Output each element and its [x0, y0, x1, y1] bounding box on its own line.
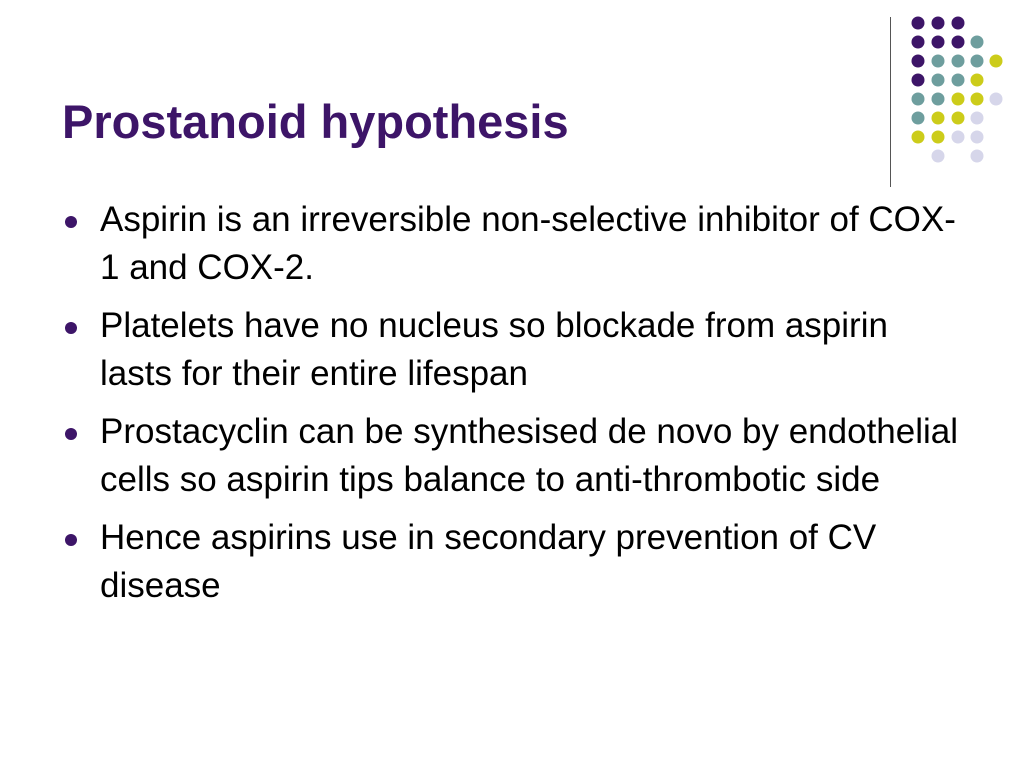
- decor-dot: [952, 93, 965, 106]
- bullet-dot-icon: [65, 534, 77, 546]
- decor-dot: [932, 55, 945, 68]
- decor-dot: [971, 36, 984, 49]
- decor-dot: [932, 150, 945, 163]
- decor-dot: [912, 55, 925, 68]
- bullet-text: Platelets have no nucleus so blockade from aspirin lasts for their entire lifespan: [100, 306, 888, 393]
- decor-dot: [932, 131, 945, 144]
- vertical-divider: [890, 17, 891, 187]
- decor-dot: [912, 93, 925, 106]
- bullet-list: [62, 196, 962, 620]
- decor-dot: [990, 55, 1003, 68]
- decor-dot: [912, 112, 925, 125]
- bullet-text: Hence aspirins use in secondary prevention of CV disease: [100, 518, 877, 605]
- bullet-dot-icon: [65, 322, 77, 334]
- bullet-item: [62, 196, 962, 292]
- decor-dot: [912, 36, 925, 49]
- bullet-text: Aspirin is an irreversible non-selective inhibitor of COX-1 and COX-2.: [100, 200, 956, 287]
- decor-dot: [952, 131, 965, 144]
- decor-dot: [952, 112, 965, 125]
- decor-dot: [952, 17, 965, 30]
- decor-dot: [932, 112, 945, 125]
- bullet-item: [62, 408, 962, 504]
- decor-dot: [971, 74, 984, 87]
- decor-dot: [912, 17, 925, 30]
- slide-title: Prostanoid hypothesis: [62, 95, 569, 148]
- decor-dot: [952, 55, 965, 68]
- decor-dot: [971, 131, 984, 144]
- decor-dot: [952, 74, 965, 87]
- decor-dot: [952, 36, 965, 49]
- bullet-dot-icon: [65, 428, 77, 440]
- decor-dot: [990, 93, 1003, 106]
- decor-dot: [932, 17, 945, 30]
- decor-dot: [971, 55, 984, 68]
- decor-dot: [932, 36, 945, 49]
- bullet-dot-icon: [65, 216, 77, 228]
- decor-dot: [932, 74, 945, 87]
- bullet-item: [62, 302, 962, 398]
- decor-dot: [932, 93, 945, 106]
- decor-dot: [912, 131, 925, 144]
- decor-dot: [971, 150, 984, 163]
- decor-dot: [912, 74, 925, 87]
- bullet-text: Prostacyclin can be synthesised de novo by endothelial cells so aspirin tips balance to anti-thrombotic side: [100, 412, 959, 499]
- decor-dot: [971, 93, 984, 106]
- bullet-item: [62, 514, 962, 610]
- decor-dot: [971, 112, 984, 125]
